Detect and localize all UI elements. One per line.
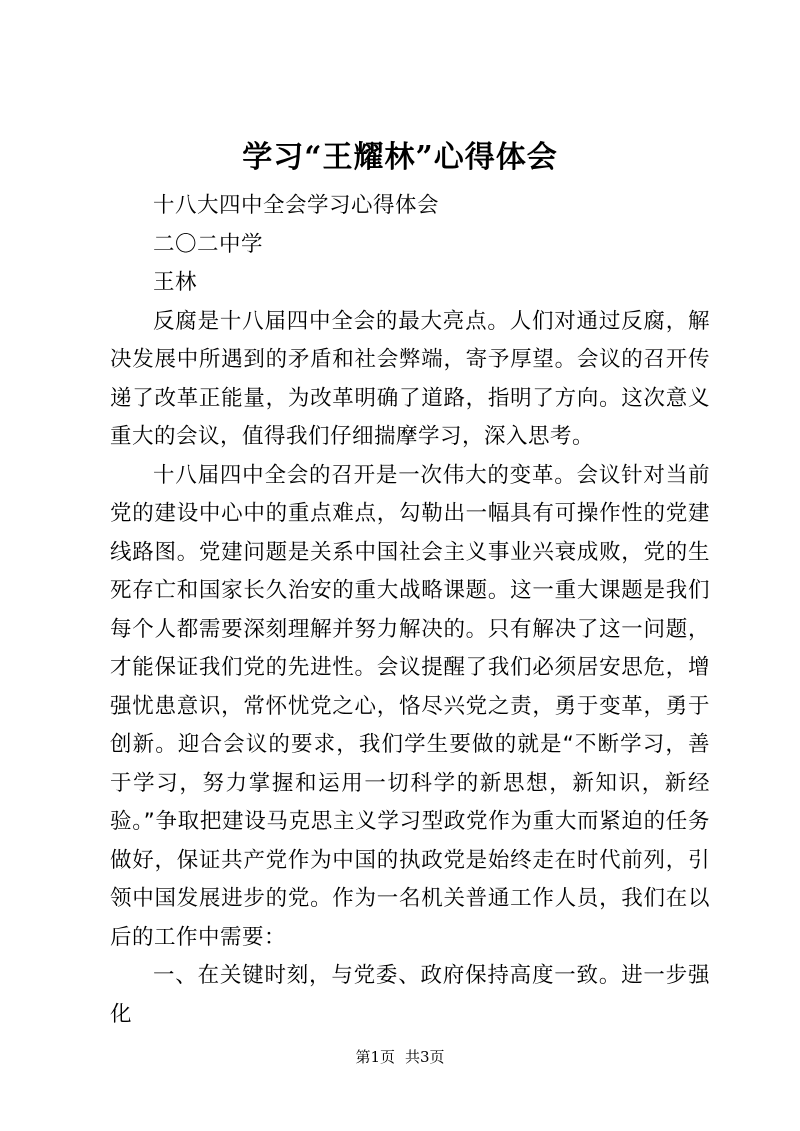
document-body — [110, 187, 710, 1034]
page-footer — [0, 1047, 800, 1067]
school-paragraph: 二〇二中学 — [153, 231, 264, 257]
total-pages: 共3页 — [405, 1048, 445, 1066]
body-paragraph: 反腐是十八届四中全会的最大亮点。人们对通过反腐，解决发展中所遇到的矛盾和社会弊端，寄予厚望。会议的召开传递了改革正能量，为改革明确了道路，指明了方向。这次意义重大的会议，值得我们仔细揣摩学习，深入思考。 — [110, 308, 710, 449]
page-number: 第1页 — [355, 1048, 395, 1066]
author-paragraph: 王林 — [153, 270, 198, 295]
body-paragraph: 十八届四中全会的召开是一次伟大的变革。会议针对当前党的建设中心中的重点难点，勾勒出一幅具有可操作性的党建线路图。党建问题是关系中国社会主义事业兴衰成败，党的生死存亡和国家长久治安的重大战略课题。这一重大课题是我们每个人都需要深刻理解并努力解决的。只有解决了这一问题，才能保证我们党的先进性。会议提醒了我们必须居安思危，增强忧患意识，常怀忧党之心，恪尽兴党之责，勇于变革，勇于创新。迎合会议的要求，我们学生要做的就是“不断学习，善于学习，努力掌握和运用一切科学的新思想，新知识，新经验。”争取把建设马克思主义学习型政党作为重大而紧迫的任务做好，保证共产党作为中国的执政党是始终走在时代前列，引领中国发展进步的党。作为一名机关普通工作人员，我们在以后的工作中需要： — [110, 462, 710, 950]
body-paragraph: 一、在关键时刻，与党委、政府保持高度一致。进一步强化 — [110, 963, 710, 1027]
subtitle-paragraph: 十八大四中全会学习心得体会 — [153, 193, 440, 218]
document-title: 学习“王耀林”心得体会 — [242, 140, 558, 175]
